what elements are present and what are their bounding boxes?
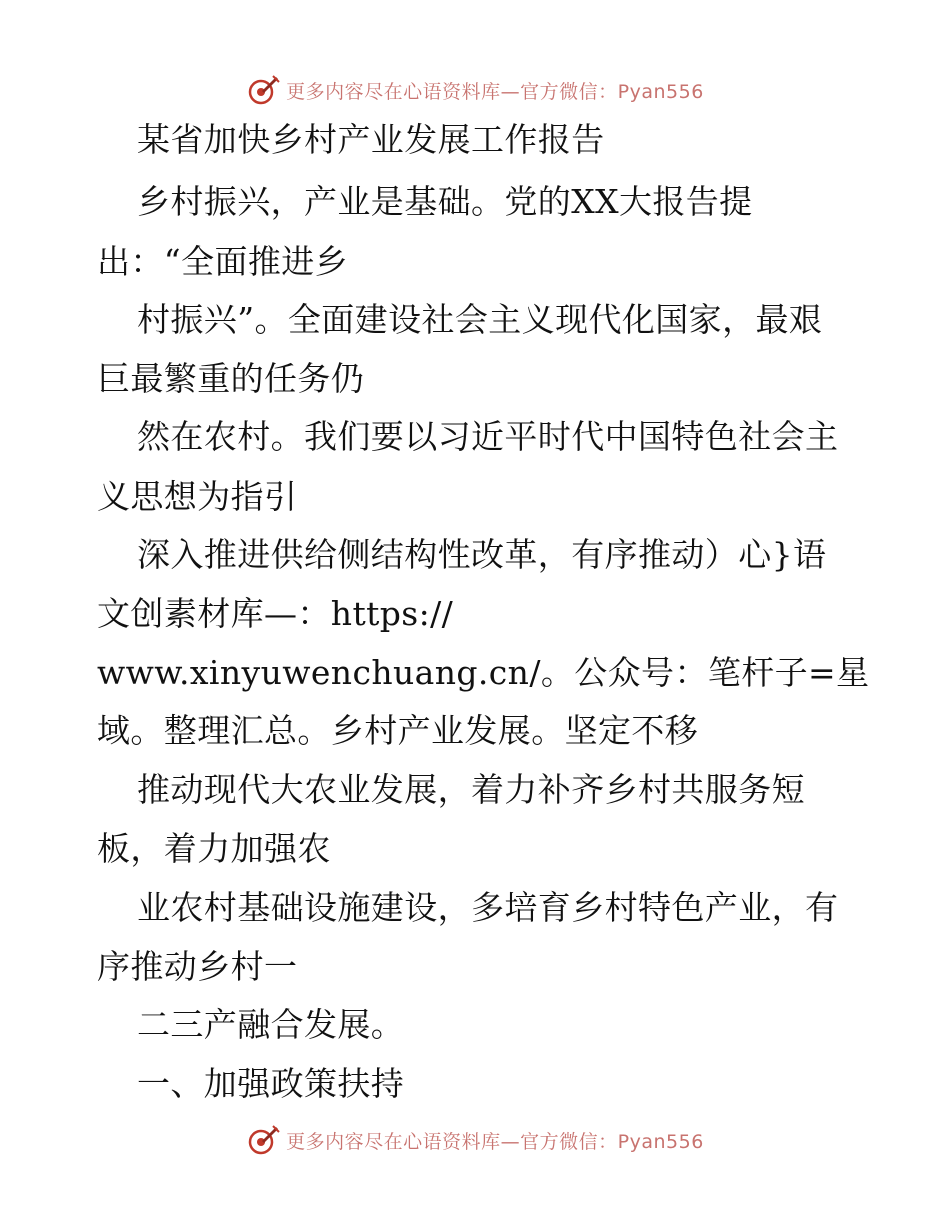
paragraph-line: 然在农村。我们要以习近平时代中国特色社会主 [137,417,839,456]
header-banner-text: 更多内容尽在心语资料库—官方微信：Pyan556 [286,80,704,103]
paragraph-line: 巨最繁重的任务仍 [97,359,365,398]
section-heading: 一、加强政策扶持 [137,1064,405,1103]
paragraph-line: 出：“全面推进乡 [97,242,349,281]
footer-banner [0,1120,950,1160]
header-banner [0,70,950,110]
paragraph-line: 深入推进供给侧结构性改革，有序推动）心}语 [137,535,827,574]
paragraph-line: 义思想为指引 [97,477,298,516]
paragraph-line: 村振兴”。全面建设社会主义现代化国家，最艰 [137,300,823,339]
document-title: 某省加快乡村产业发展工作报告 [137,120,605,159]
paragraph-line: 序推动乡村一 [97,947,298,986]
paragraph-line: 域。整理汇总。乡村产业发展。坚定不移 [97,711,699,750]
paragraph-line: www.xinyuwenchuang.cn/。公众号：笔杆子=星 [97,653,870,692]
brush-logo-icon [246,1123,280,1157]
paragraph-line: 板，着力加强农 [97,829,331,868]
paragraph-line: 乡村振兴，产业是基础。党的XX大报告提 [137,182,753,221]
paragraph-line: 业农村基础设施建设，多培育乡村特色产业，有 [137,888,839,927]
brush-logo-icon [246,73,280,107]
paragraph-line: 推动现代大农业发展，着力补齐乡村共服务短 [137,770,805,809]
paragraph-line: 二三产融合发展。 [137,1005,405,1044]
paragraph-line: 文创素材库—：https:// [97,594,454,633]
footer-banner-text: 更多内容尽在心语资料库—官方微信：Pyan556 [286,1130,704,1153]
